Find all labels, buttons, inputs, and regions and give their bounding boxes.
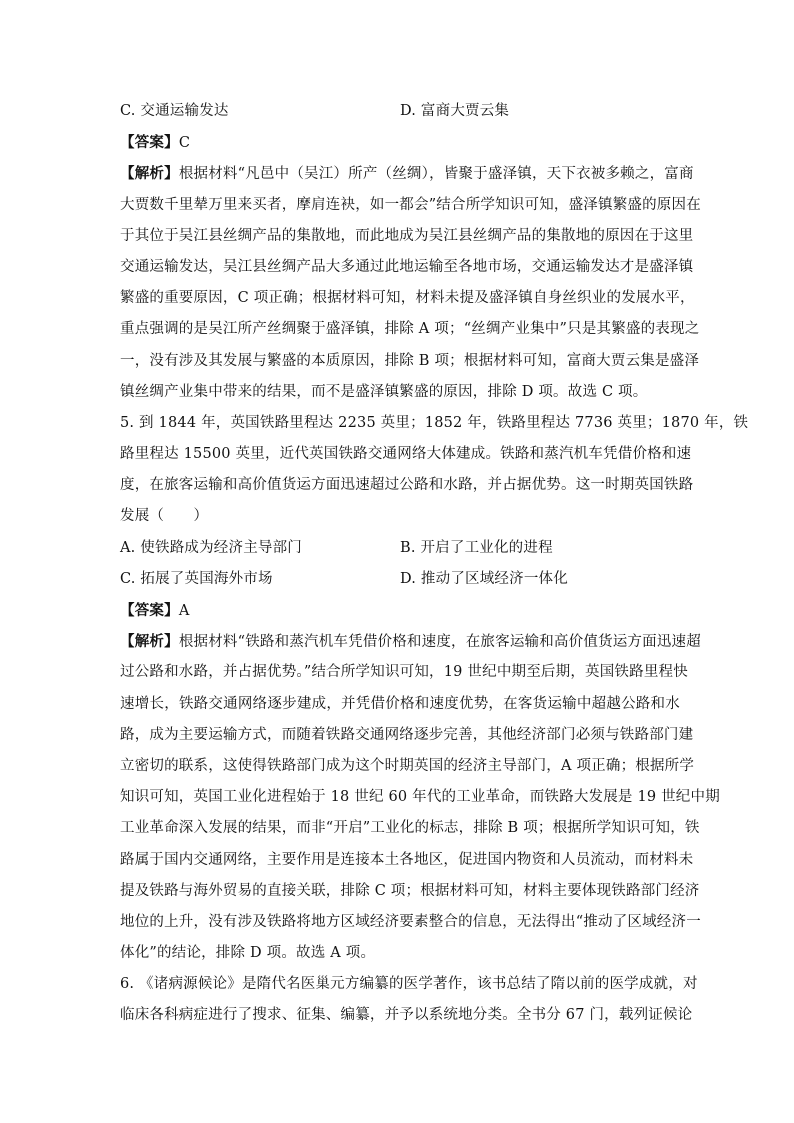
q4-analysis-line <box>120 158 694 189</box>
q5-option-d[interactable]: D. 推动了区域经济一体化 <box>400 570 568 587</box>
q4-analysis-line: 重点强调的是吴江所产丝绸聚于盛泽镇，排除 A 项；“丝绸产业集中”只是其繁盛的表现之 <box>120 321 700 338</box>
q5-analysis-line: 路，成为主要运输方式，而随着铁路交通网络逐步完善，其他经济部门必须与铁路部门建 <box>120 726 694 743</box>
q4-analysis-line: 于其位于吴江县丝绸产品的集散地，而此地成为吴江县丝绸产品的集散地的原因在于这里 <box>120 227 694 244</box>
q5-options-row-cd <box>120 564 680 595</box>
q6-stem-line: 6. 《诸病源候论》是隋代名医巢元方编纂的医学著作，该书总结了隋以前的医学成就，对 <box>120 976 698 993</box>
q5-stem-line: 路里程达 15500 英里，近代英国铁路交通网络大体建成。铁路和蒸汽机车凭借价格和速 <box>120 446 692 463</box>
q4-answer-tag: 【答案】 <box>120 134 179 152</box>
q4-answer-value: C <box>178 135 191 152</box>
q4-analysis <box>120 158 701 408</box>
q5-analysis-line: 地位的上升，没有涉及铁路将地方区域经济要素整合的信息，无法得出“推动了区域经济一 <box>120 913 701 930</box>
q4-analysis-line: 交通运输发达，吴江县丝绸产品大多通过此地运输至各地市场，交通运输发达才是盛泽镇 <box>120 258 694 275</box>
q4-analysis-line: 镇丝绸产业集中带来的结果，而不是盛泽镇繁盛的原因，排除 D 项。故选 C 项。 <box>120 383 648 400</box>
q4-analysis-tag: 【解析】 <box>120 165 179 183</box>
q5-option-b[interactable]: B. 开启了工业化的进程 <box>400 539 553 556</box>
q5-stem-line: 度，在旅客运输和高价值货运方面迅速超过公路和水路，并占据优势。这一时期英国铁路 <box>120 477 694 494</box>
q5-analysis-line: 工业革命深入发展的结果，而非“开启”工业化的标志，排除 B 项；根据所学知识可知，铁 <box>120 820 700 837</box>
q4-option-d[interactable]: D. 富商大贾云集 <box>400 103 510 119</box>
q4-analysis-text: 根据材料“凡邑中（吴江）所产（丝绸），皆聚于盛泽镇，天下衣被多赖之，富商 <box>178 166 694 183</box>
q5-option-a[interactable]: A. 使铁路成为经济主导部门 <box>120 539 302 556</box>
q4-analysis-line: 一，没有涉及其发展与繁盛的本质原因，排除 B 项；根据材料可知，富商大贾云集是盛泽 <box>120 352 700 369</box>
q5-analysis-line <box>120 626 701 657</box>
q5-analysis-line: 提及铁路与海外贸易的直接关联，排除 C 项；根据材料可知，材料主要体现铁路部门经济 <box>120 882 700 899</box>
q4-answer <box>120 127 680 158</box>
q5-stem <box>120 408 749 533</box>
q5-analysis <box>120 626 720 969</box>
q4-option-c[interactable]: C. 交通运输发达 <box>120 103 229 119</box>
q5-analysis-line: 过公路和水路，并占据优势。”结合所学知识可知，19 世纪中期至后期，英国铁路里程快 <box>120 664 688 681</box>
q6-stem-line: 临床各科病症进行了搜求、征集、编纂，并予以系统地分类。全书分 67 门，载列证候论 <box>120 1007 693 1024</box>
q5-analysis-line: 立密切的联系，这使得铁路部门成为这个时期英国的经济主导部门，A 项正确；根据所学 <box>120 757 695 774</box>
q5-analysis-line: 路属于国内交通网络，主要作用是连接本土各地区，促进国内物资和人员流动，而材料未 <box>120 851 694 868</box>
q5-analysis-line: 体化”的结论，排除 D 项。故选 A 项。 <box>120 945 376 962</box>
q5-analysis-line: 知识可知，英国工业化进程始于 18 世纪 60 年代的工业革命，而铁路大发展是 19 世纪中期 <box>120 789 720 806</box>
q5-stem-line: 发展（ ） <box>120 508 209 525</box>
q6-stem <box>120 969 698 1031</box>
q5-options-row-ab <box>120 533 680 564</box>
q5-answer-tag: 【答案】 <box>120 602 179 619</box>
q5-analysis-line: 速增长，铁路交通网络逐步建成，并凭借价格和速度优势，在客货运输中超越公路和水 <box>120 695 680 712</box>
q5-stem-line: 5. 到 1844 年，英国铁路里程达 2235 英里；1852 年，铁路里程达 7736 英里；1870 年，铁 <box>120 414 749 431</box>
q4-analysis-line: 大贾数千里辇万里来买者，摩肩连袂，如一都会”结合所学知识可知，盛泽镇繁盛的原因在 <box>120 196 701 213</box>
document-page <box>120 96 749 1032</box>
q4-analysis-line: 繁盛的重要原因，C 项正确；根据材料可知，材料未提及盛泽镇自身丝织业的发展水平， <box>120 290 695 307</box>
q5-answer-value: A <box>178 603 190 619</box>
q5-analysis-text: 根据材料“铁路和蒸汽机车凭借价格和速度，在旅客运输和高价值货运方面迅速超 <box>178 634 701 651</box>
q5-option-c[interactable]: C. 拓展了英国海外市场 <box>120 570 273 587</box>
q5-answer <box>120 595 680 626</box>
q5-analysis-tag: 【解析】 <box>120 633 179 651</box>
q4-options-row-cd <box>120 96 680 127</box>
